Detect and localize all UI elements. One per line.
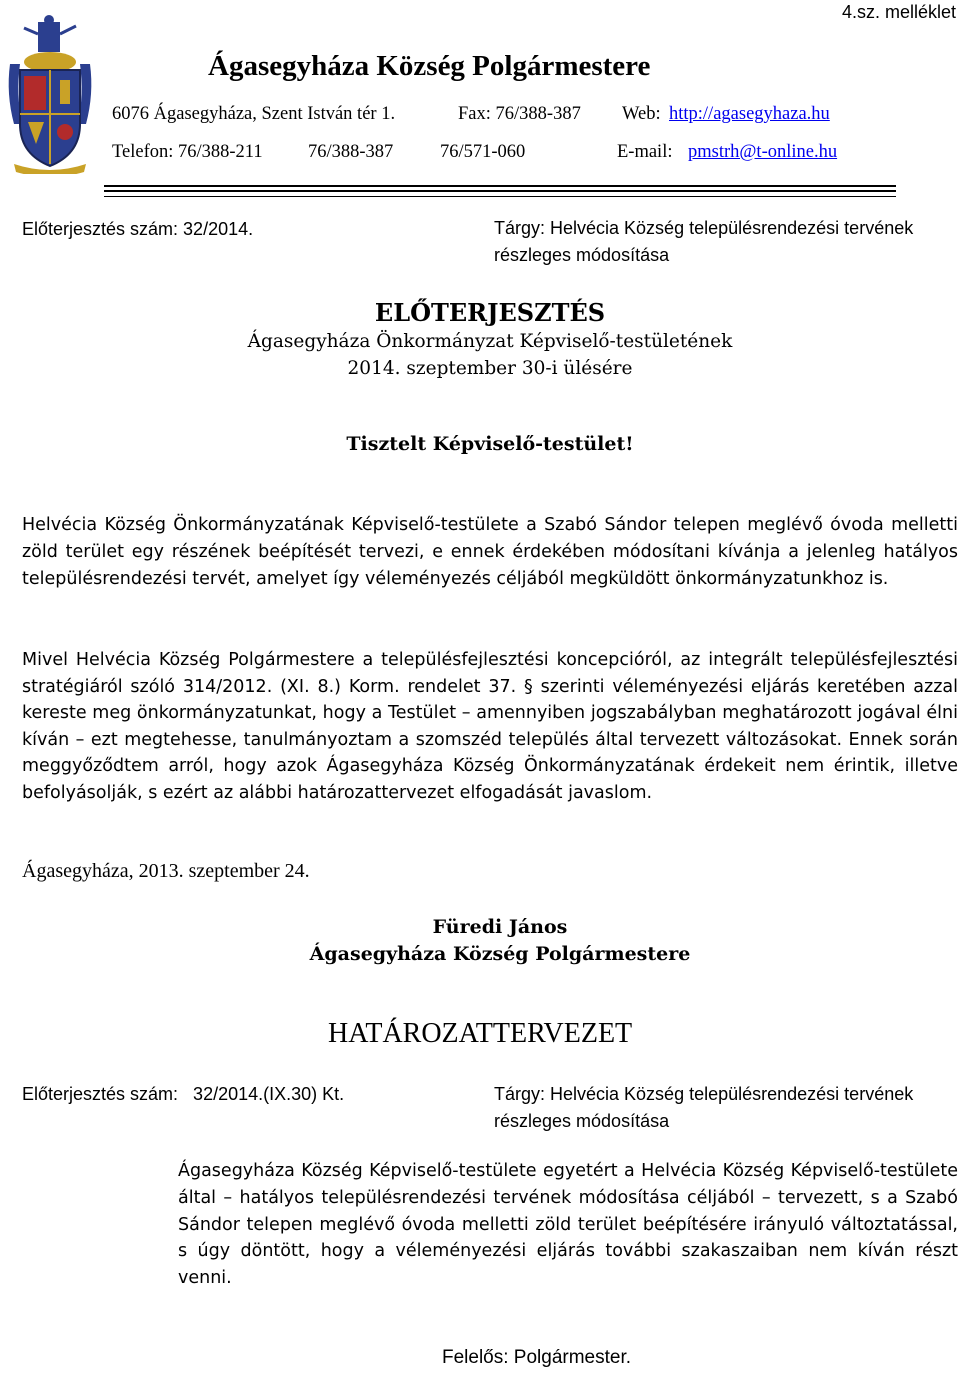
header-divider [104, 185, 896, 187]
fax-text: Fax: 76/388-387 [458, 104, 581, 124]
office-title: Ágasegyháza Község Polgármestere [208, 50, 651, 82]
proposal-subheading-2: 2014. szeptember 30-i ülésére [347, 358, 633, 379]
resolution-subject: Tárgy: Helvécia Község településrendezési tervének részleges módosítása [494, 1084, 914, 1131]
proposal-number: Előterjesztés szám: 32/2014. [22, 219, 254, 239]
phone-2-text: 76/388-387 [308, 142, 394, 162]
greeting: Tisztelt Képviselő-testület! [346, 433, 634, 455]
email-link[interactable]: pmstrh@t-online.hu [688, 142, 838, 162]
header-divider-3 [104, 196, 896, 197]
resolution-number: Előterjesztés szám: 32/2014.(IX.30) Kt. [22, 1084, 345, 1104]
website-link[interactable]: http://agasegyhaza.hu [669, 104, 830, 124]
signature-date: Ágasegyháza, 2013. szeptember 24. [22, 860, 310, 882]
web-label: Web: [622, 104, 661, 124]
body-paragraph-1: Helvécia Község Önkormányzatának Képviselő-testülete a Szabó Sándor telepen meglévő óvoda melletti zöld terület egy részének beépítését tervezi, e ennek érdekében módosítani kívánja a jelenleg hatályos településrendezési tervét, amelyet így véleményezés céljából megküldött önkormányzatunkhoz is. [22, 515, 958, 589]
resolution-heading: HATÁROZATTERVEZET [328, 1018, 633, 1049]
phone-text: Telefon: 76/388-211 [112, 142, 263, 162]
proposal-heading: ELŐTERJESZTÉS [374, 298, 606, 327]
email-label: E-mail: [617, 142, 673, 162]
signatory-role: Ágasegyháza Község Polgármestere [309, 943, 691, 965]
signatory-name: Füredi János [432, 916, 568, 938]
header-divider-2 [104, 190, 896, 192]
address-text: 6076 Ágasegyháza, Szent István tér 1. [112, 104, 396, 124]
phone-3-text: 76/571-060 [440, 142, 526, 162]
resolution-text: Ágasegyháza Község Képviselő-testülete egyetért a Helvécia Község Képviselő-testülete által – hatályos településrendezési tervének módosítása céljából – tervezett, s a Szabó Sándor telepen meglévő óvoda melletti zöld terület beépítésére irányuló változtatással, s úgy döntött, hogy a véleményezési eljárás további szakaszaiban nem kíván részt venni. [178, 1161, 958, 1289]
body-paragraph-2: Mivel Helvécia Község Polgármestere a településfejlesztési koncepcióról, az integrált településfejlesztési stratégiáról szóló 314/2012. (XI. 8.) Korm. rendelet 37. § szerinti véleményezési eljárás keretében azzal kereste meg önkormányzatunkat, hogy a Testület – amennyiben jogszabályban meghatározott jogával élni kíván – ezt megtehesse, tanulmányoztam a szomszéd település által tervezett változásokat. Ennek során meggyőződtem arról, hogy azok Ágasegyháza Község Önkormányzatának érdekeit nem érintik, illetve befolyásolják, s ezért az alábbi határozattervezet elfogadását javaslom. [22, 650, 958, 803]
proposal-subject: Tárgy: Helvécia Község településrendezési tervének részleges módosítása [494, 218, 914, 265]
annex-label: 4.sz. melléklet [841, 2, 956, 22]
coat-of-arms-icon [4, 14, 96, 174]
proposal-subheading-1: Ágasegyháza Önkormányzat Képviselő-testületének [247, 331, 733, 352]
responsible-text: Felelős: Polgármester. [442, 1347, 632, 1368]
